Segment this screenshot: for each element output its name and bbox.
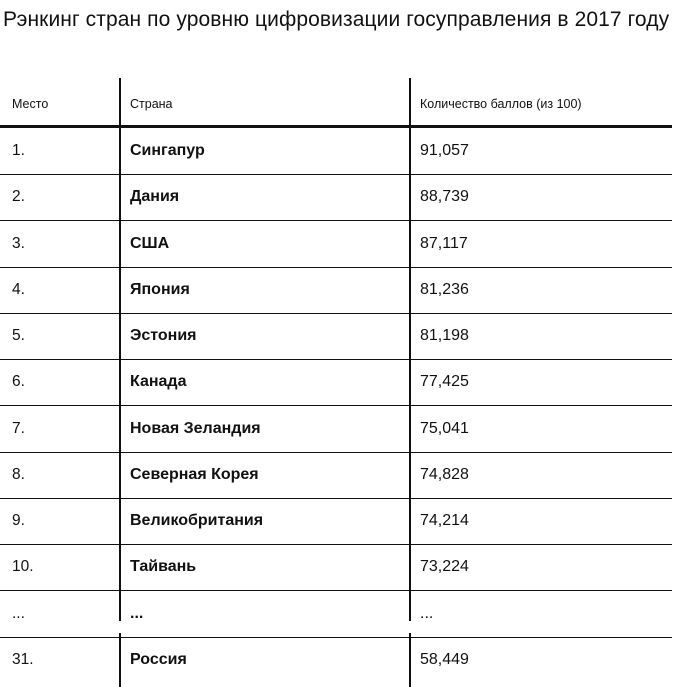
table-row	[0, 591, 672, 638]
cell-score: 87,117	[420, 235, 468, 252]
table-row	[0, 174, 672, 221]
cell-country: Дания	[130, 188, 180, 205]
cell-score: ...	[420, 605, 434, 622]
column-divider	[409, 78, 411, 687]
cell-country: Япония	[130, 281, 190, 298]
cell-place: 6.	[12, 373, 25, 390]
table-row	[0, 221, 672, 268]
ranking-table	[0, 78, 686, 687]
cell-score: 74,828	[420, 466, 469, 483]
table-row	[0, 498, 672, 545]
cell-country: ...	[130, 605, 144, 622]
table-row	[0, 128, 672, 175]
cell-country: Новая Зеландия	[130, 420, 261, 437]
cell-place: 9.	[12, 512, 25, 529]
table-row	[0, 544, 672, 591]
cell-score: 58,449	[420, 651, 469, 668]
cell-place: 3.	[12, 235, 25, 252]
table-row	[0, 359, 672, 406]
cell-score: 73,224	[420, 558, 469, 575]
cell-country: США	[130, 235, 170, 252]
page-title: Рэнкинг стран по уровню цифровизации госуправления в 2017 году	[3, 8, 670, 31]
cell-score: 91,057	[420, 142, 469, 159]
cell-place: 5.	[12, 327, 25, 344]
header-score: Количество баллов (из 100)	[420, 96, 582, 111]
cell-place: 1.	[12, 142, 25, 159]
cell-country: Северная Корея	[130, 466, 259, 483]
cell-score: 75,041	[420, 420, 469, 437]
cell-score: 81,236	[420, 281, 469, 298]
cell-score: 81,198	[420, 327, 469, 344]
cell-place: 31.	[12, 651, 34, 668]
cell-place: 8.	[12, 466, 25, 483]
cell-score: 74,214	[420, 512, 469, 529]
table-row	[0, 313, 672, 360]
cell-score: 77,425	[420, 373, 469, 390]
table-header	[0, 78, 672, 128]
cell-country: Эстония	[130, 327, 197, 344]
header-place: Место	[12, 96, 49, 111]
cell-country: Великобритания	[130, 512, 264, 529]
header-country: Страна	[130, 96, 173, 111]
cell-place: 4.	[12, 281, 25, 298]
table-row	[0, 406, 672, 453]
column-divider-break	[117, 621, 123, 633]
column-divider	[119, 78, 121, 687]
cell-score: 88,739	[420, 188, 469, 205]
cell-country: Сингапур	[130, 142, 205, 159]
cell-place: ...	[12, 605, 25, 622]
cell-place: 2.	[12, 188, 25, 205]
column-divider-break	[407, 621, 413, 633]
table-row	[0, 267, 672, 314]
cell-place: 10.	[12, 558, 34, 575]
cell-country: Канада	[130, 373, 187, 390]
cell-country: Россия	[130, 651, 187, 668]
table-row	[0, 452, 672, 499]
cell-country: Тайвань	[130, 558, 197, 575]
table-row	[0, 637, 672, 683]
cell-place: 7.	[12, 420, 25, 437]
